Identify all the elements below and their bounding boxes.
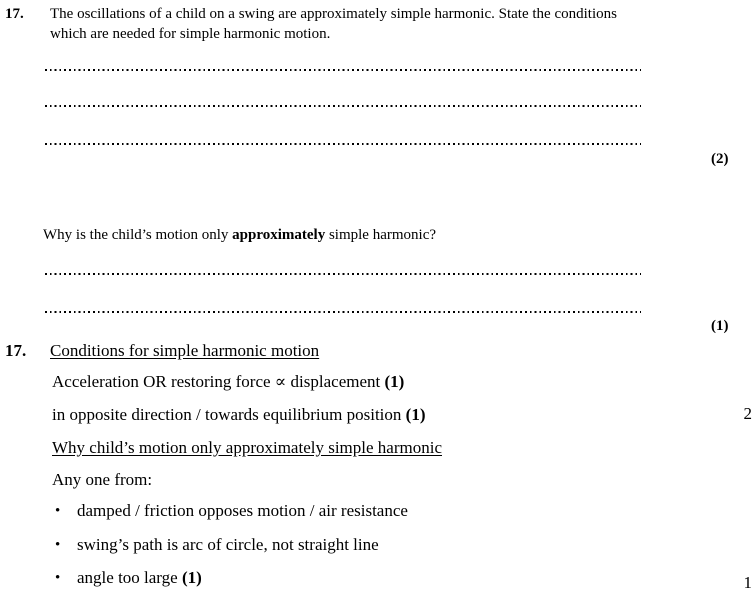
markscheme-total-part1: 2	[743, 404, 752, 423]
markscheme-point-acceleration	[52, 371, 404, 393]
answer-dotted-line	[45, 105, 641, 107]
bullet-mark: (1)	[181, 568, 202, 587]
markscheme-total-part2: 1	[743, 573, 752, 592]
answer-dotted-line	[45, 273, 641, 275]
markscheme-heading-why: Why child’s motion only approximately simple harmonic	[52, 438, 442, 457]
question-part2-suffix: simple harmonic?	[325, 227, 437, 243]
bullet-text: swing’s path is arc of circle, not straight line	[77, 535, 379, 554]
answer-dotted-line	[45, 143, 641, 145]
markscheme-point-mark: (1)	[405, 405, 426, 424]
question-number: 17.	[5, 6, 24, 22]
answer-dotted-line	[45, 69, 641, 71]
bullet-icon: •	[55, 570, 61, 586]
bullet-item-arc	[55, 534, 379, 556]
answer-dotted-line	[45, 311, 641, 313]
bullet-icon: •	[55, 537, 61, 553]
markscheme-any-one-label: Any one from:	[52, 470, 153, 489]
question-part2-prefix: Why is the child’s motion only	[43, 227, 233, 243]
bullet-text-main: angle too large	[77, 568, 182, 587]
bullet-icon: •	[55, 503, 61, 519]
bullet-text	[77, 567, 202, 589]
marks-badge-part2: (1)	[711, 318, 729, 334]
bullet-text: damped / friction opposes motion / air resistance	[77, 501, 408, 520]
marks-badge-part1: (2)	[711, 151, 729, 167]
markscheme-number: 17.	[5, 341, 27, 360]
question-intro-line-1: The oscillations of a child on a swing are approximately simple harmonic. State the conditions	[50, 6, 617, 22]
markscheme-point-text: in opposite direction / towards equilibrium position	[52, 405, 406, 424]
question-intro-line-2: which are needed for simple harmonic motion.	[50, 26, 331, 42]
question-part2-bold: approximately	[232, 227, 326, 243]
bullet-item-angle	[55, 567, 202, 589]
bullet-item-damped	[55, 500, 408, 522]
markscheme-point-direction	[52, 404, 425, 426]
markscheme-point-text: Acceleration OR restoring force ∝ displacement	[52, 372, 385, 391]
markscheme-heading-conditions: Conditions for simple harmonic motion	[50, 341, 320, 360]
markscheme-point-mark: (1)	[384, 372, 405, 391]
question-part2	[43, 225, 436, 245]
